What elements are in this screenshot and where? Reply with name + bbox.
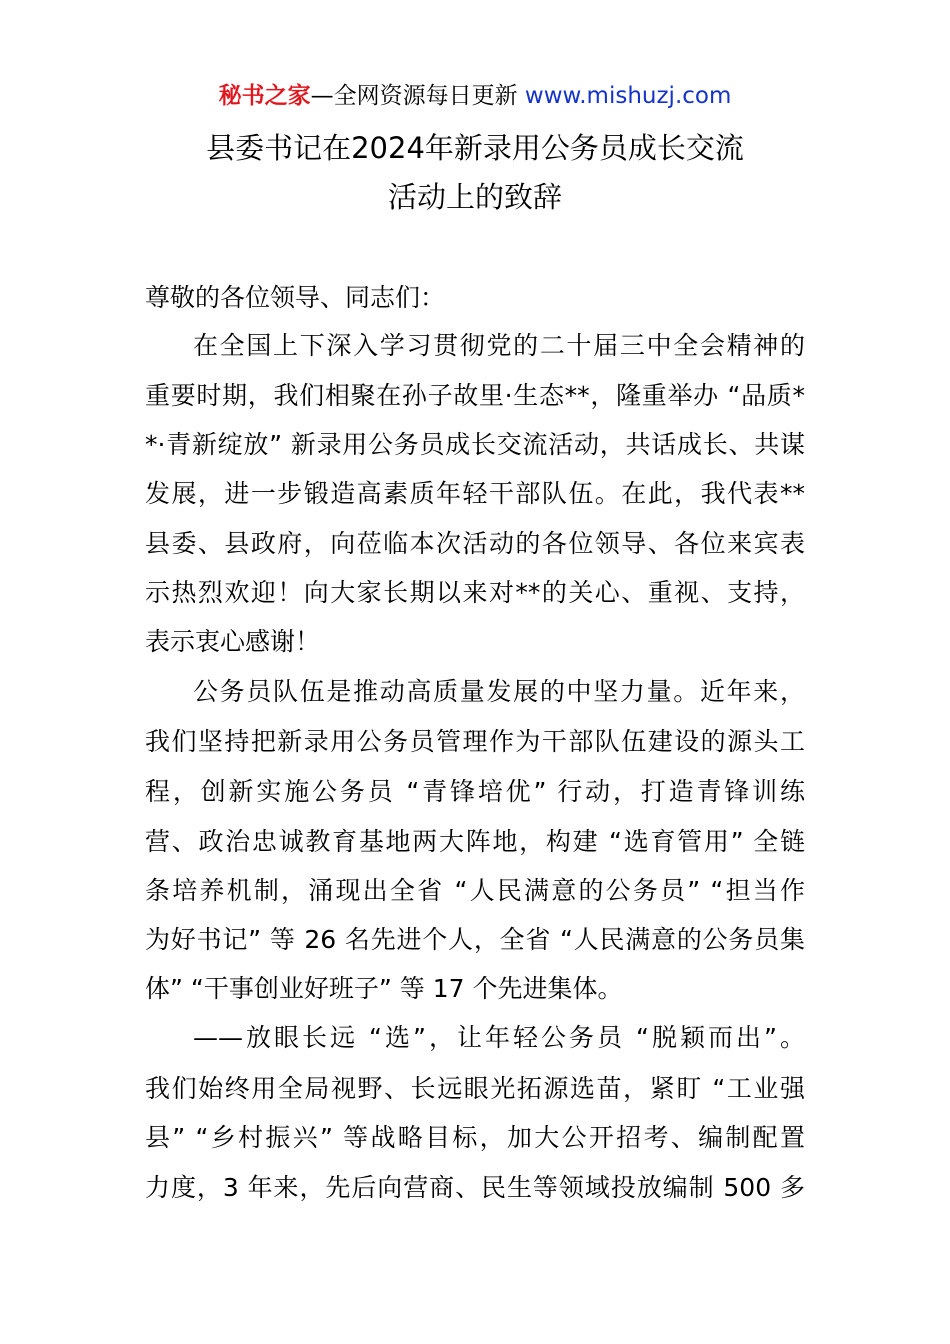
body-line: *·青新绽放” 新录用公务员成长交流活动，共话成长、共谋 [145,430,805,459]
body-line: 重要时期，我们相聚在孙子故里·生态**，隆重举办 “品质* [145,381,805,410]
body-line: 我们坚持把新录用公务员管理作为干部队伍建设的源头工 [145,727,805,756]
body-line: 示热烈欢迎！向大家长期以来对**的关心、重视、支持， [145,578,805,607]
body-line: 我们始终用全局视野、长远眼光拓源选苗，紧盯 “工业强 [145,1074,805,1103]
body-line: 力度，3 年来，先后向营商、民生等领域投放编制 500 多 [145,1173,805,1202]
body-line: ——放眼长远 “选”，让年轻公务员 “脱颖而出”。 [193,1023,805,1052]
document-title-line-1: 县委书记在2024年新录用公务员成长交流 [206,131,744,165]
body-line: 程，创新实施公务员 “青锋培优” 行动，打造青锋训练 [145,777,805,806]
document-title-line-2: 活动上的致辞 [387,180,562,214]
body-line: 体” “干事创业好班子” 等 17 个先进集体。 [145,974,623,1003]
body-line: 营、政治忠诚教育基地两大阵地，构建 “选育管用” 全链 [145,827,805,856]
site-url-link[interactable]: www.mishuzj.com [524,83,732,109]
salutation: 尊敬的各位领导、同志们： [145,283,446,312]
body-line: 条培养机制，涌现出全省 “人民满意的公务员” “担当作 [145,876,805,905]
body-line: 为好书记” 等 26 名先进个人，全省 “人民满意的公务员集 [145,925,805,954]
site-brand: 秘书之家 [218,83,311,109]
body-line: 公务员队伍是推动高质量发展的中坚力量。近年来， [193,677,805,706]
body-line: 在全国上下深入学习贯彻党的二十届三中全会精神的 [193,331,805,360]
body-line: 县” “乡村振兴” 等战略目标，加大公开招考、编制配置 [145,1123,805,1152]
site-banner [0,80,950,112]
body-line: 发展，进一步锻造高素质年轻干部队伍。在此，我代表** [145,479,805,508]
body-line: 表示衷心感谢！ [145,627,321,656]
site-tagline: —全网资源每日更新 [310,83,518,109]
body-line: 县委、县政府，向莅临本次活动的各位领导、各位来宾表 [145,529,805,558]
